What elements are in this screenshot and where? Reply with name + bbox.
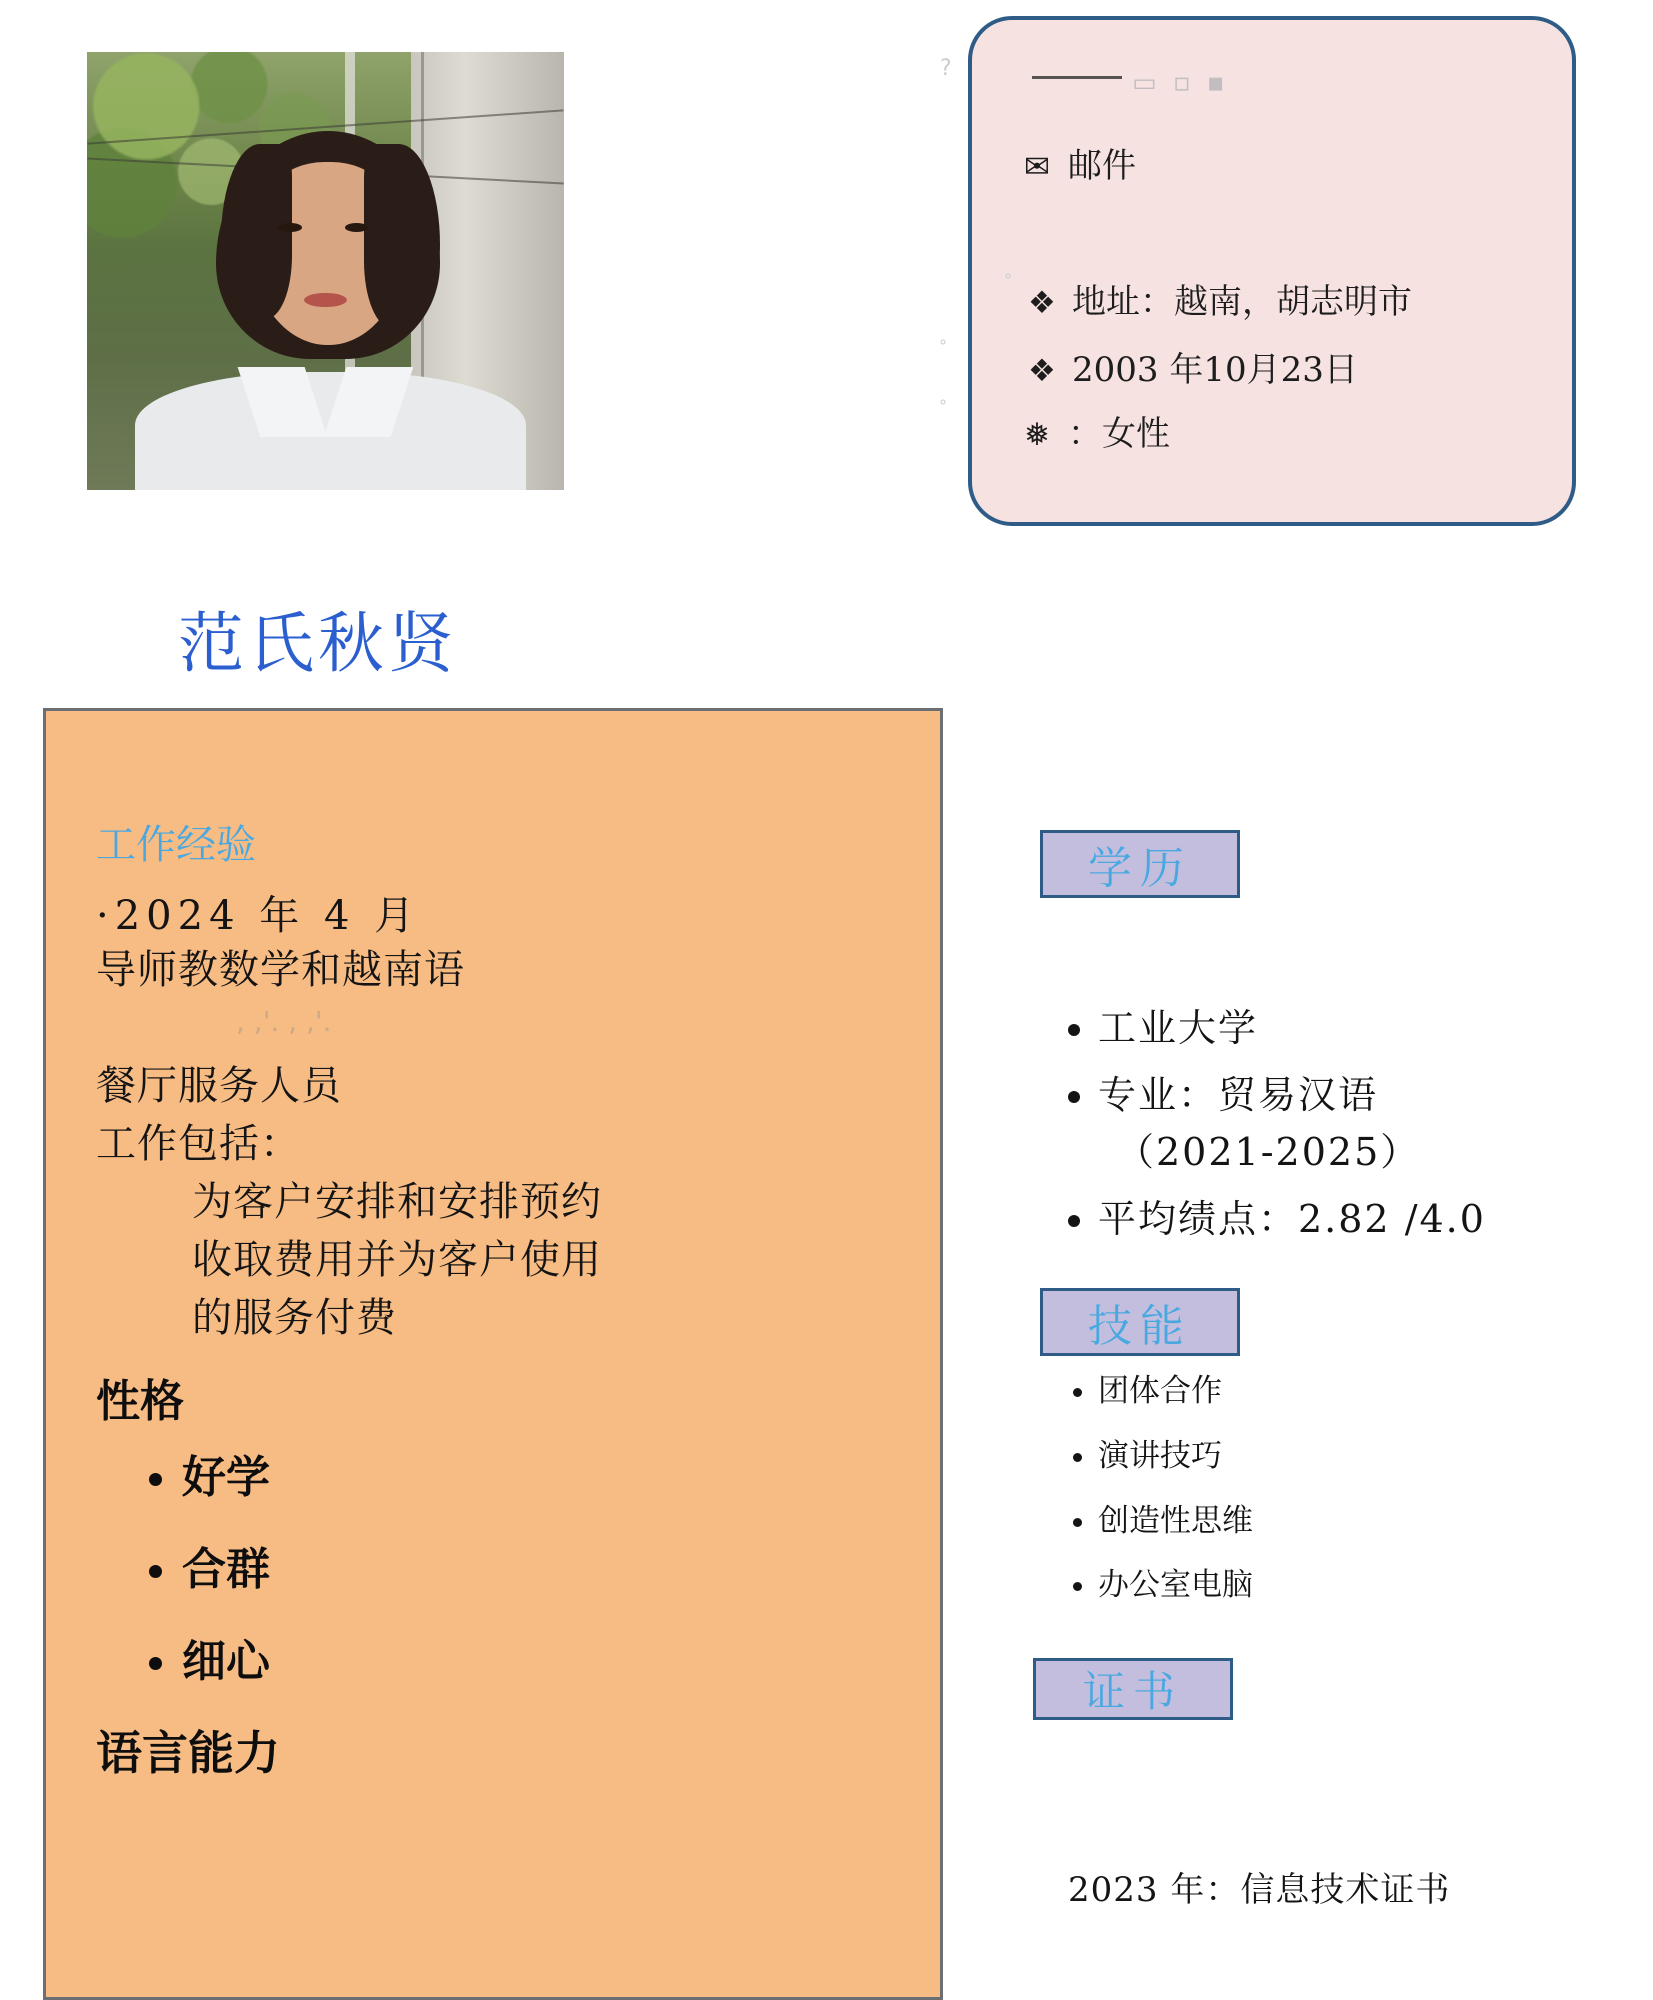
section-tag-certificate: 证书 [1033, 1658, 1233, 1720]
skills-list [1050, 1372, 1618, 1631]
list-item: • 办公室电脑 [1098, 1566, 1618, 1605]
diamond-bullet-icon: ❖ [1028, 353, 1056, 389]
contact-info-box [968, 16, 1576, 526]
section-title-experience: 工作经验 [96, 822, 256, 868]
contact-row-address [1028, 274, 1412, 323]
page-title: 范氏秋贤 [178, 605, 458, 682]
ghost-mark: ? [940, 56, 952, 81]
faded-dots: ▭ ▫ ▪ [1132, 68, 1229, 98]
education-list [1050, 1000, 1653, 1258]
list-item: • 好学 [182, 1441, 922, 1505]
education-item-sub: （2021-2025） [1116, 1130, 1421, 1174]
ghost-mark: ∘ [938, 332, 949, 351]
section-tag-skills: 技能 [1040, 1288, 1240, 1356]
experience-role: 导师教数学和越南语 [96, 947, 465, 993]
section-title-personality: 性格 [96, 1376, 184, 1427]
contact-address-value: 越南，胡志明市 [1174, 282, 1412, 322]
experience-duty: 为客户安排和安排预约 [192, 1179, 602, 1225]
list-item: • 细心 [182, 1625, 922, 1689]
ghost-mark: ∘ [938, 392, 949, 411]
education-item-text: 平均绩点：2.82 /4.0 [1098, 1197, 1486, 1241]
list-item [1098, 1067, 1653, 1181]
list-item: • 创造性思维 [1098, 1502, 1618, 1541]
personality-trait-list [96, 1441, 922, 1689]
education-item-text: 专业：贸易汉语 [1098, 1073, 1379, 1117]
list-item: • 团体合作 [1098, 1372, 1618, 1411]
list-item [1098, 1000, 1653, 1057]
envelope-icon: ✉ [1024, 149, 1050, 185]
section-title-language: 语言能力 [96, 1726, 280, 1780]
faint-artifact: , ,'. , ,'. [236, 1005, 332, 1038]
contact-gender-label: ： [1068, 414, 1102, 454]
section-tag-education: 学历 [1040, 830, 1240, 898]
profile-photo [87, 52, 564, 490]
contact-dob-value: 2003 年10月23日 [1072, 350, 1358, 390]
ghost-mark: ∘ [1003, 266, 1014, 285]
faint-artifact-row [96, 999, 922, 1057]
certificate-text: 2023 年：信息技术证书 [1068, 1870, 1451, 1910]
photo-mouth [304, 293, 347, 307]
contact-row-mail [1024, 138, 1136, 187]
experience-date: ·2024 年 4 月 [96, 893, 421, 939]
contact-address-label: 地址： [1072, 282, 1174, 322]
contact-mail-label: 邮件 [1068, 146, 1136, 186]
education-item-text: 工业大学 [1098, 1006, 1259, 1050]
list-item: • 演讲技巧 [1098, 1437, 1618, 1476]
experience-duty: 收取费用并为客户使用 [192, 1237, 602, 1283]
contact-row-dob [1028, 342, 1358, 391]
diamond-bullet-icon: ❖ [1028, 285, 1056, 321]
contact-gender-value: 女性 [1102, 414, 1170, 454]
contact-row-gender [1024, 406, 1170, 455]
experience-duties-label: 工作包括： [96, 1121, 301, 1167]
experience-panel [43, 708, 943, 2000]
experience-duty: 的服务付费 [192, 1295, 397, 1341]
list-item [1098, 1191, 1653, 1248]
experience-job-title: 餐厅服务人员 [96, 1063, 342, 1109]
snowflake-icon: ❅ [1024, 417, 1050, 453]
faded-divider [1032, 76, 1122, 79]
list-item: • 合群 [182, 1533, 922, 1597]
